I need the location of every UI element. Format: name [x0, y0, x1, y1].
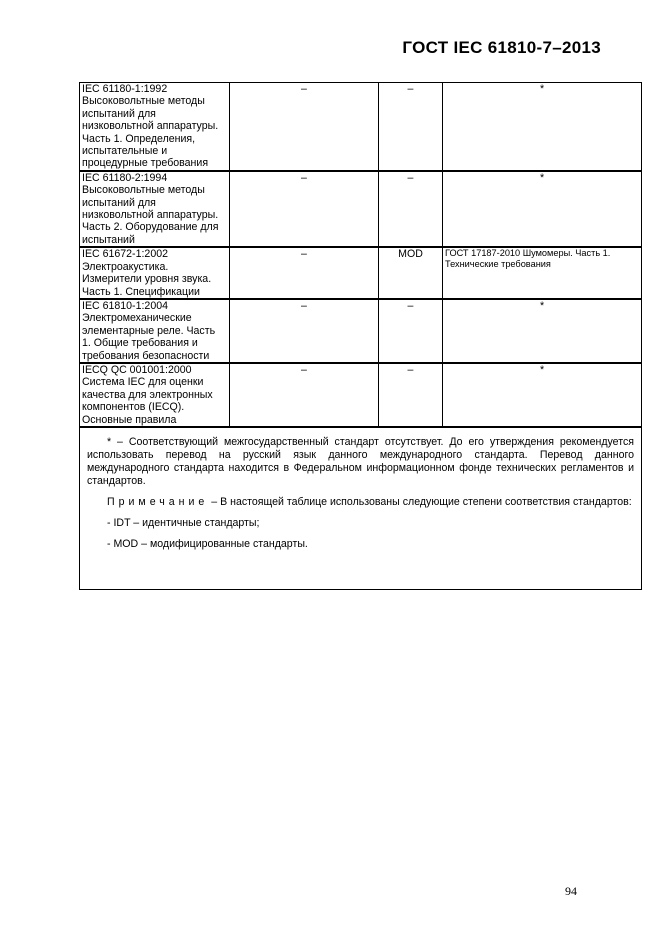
international-standard-cell — [80, 171, 230, 247]
international-standard-cell — [80, 247, 230, 299]
standard-line: Высоковольтные методы — [82, 184, 205, 197]
interstate-standard-cell: ГОСТ 17187-2010 Шумомеры. Часть 1. Технические требования — [443, 247, 642, 299]
interstate-standard-cell: * — [443, 83, 642, 171]
standard-line: Измерители уровня звука. — [82, 273, 212, 286]
standard-line: IEC 61672-1:2002 — [82, 248, 168, 261]
table-row — [80, 83, 642, 171]
standard-line: IECQ QC 001001:2000 — [82, 363, 192, 376]
note-text: – В настоящей таблице использованы следующие степени соответствия стандартов: — [208, 495, 632, 508]
standard-line: требования безопасности — [82, 349, 210, 362]
international-standard-cell — [80, 83, 230, 171]
table-row — [80, 299, 642, 363]
degree-of-conformity-cell: – — [379, 171, 443, 247]
degree-of-conformity-cell: MOD — [379, 247, 443, 299]
mod-definition: - MOD – модифицированные стандарты. — [107, 537, 308, 550]
standard-line: Часть 1. Спецификации — [82, 285, 200, 298]
table-row — [80, 363, 642, 427]
table-row — [80, 247, 642, 299]
standard-line: Основные правила — [82, 413, 177, 426]
dash-cell: – — [230, 171, 379, 247]
standard-line: низковольтной аппаратуры. — [82, 209, 219, 222]
degree-of-conformity-cell: – — [379, 299, 443, 363]
standard-line: IEC 61180-1:1992 — [82, 83, 168, 95]
standard-line: испытаний — [82, 233, 135, 246]
standard-line: Высоковольтные методы — [82, 95, 205, 108]
table-notes — [80, 427, 642, 590]
dash-cell: – — [230, 83, 379, 171]
standard-line: Система IEC для оценки — [82, 376, 204, 389]
idt-definition: - IDT – идентичные стандарты; — [107, 516, 260, 529]
table-row — [80, 171, 642, 247]
degree-of-conformity-cell: – — [379, 83, 443, 171]
international-standard-cell — [80, 299, 230, 363]
note-paragraph — [87, 496, 634, 509]
document-title: ГОСТ IEC 61810-7–2013 — [402, 38, 601, 57]
note-label: Примечание — [107, 495, 209, 508]
interstate-standard-cell: * — [443, 299, 642, 363]
dash-cell: – — [230, 299, 379, 363]
standards-table — [79, 82, 642, 590]
standard-line: испытательные и — [82, 145, 168, 158]
interstate-standard-cell: * — [443, 171, 642, 247]
interstate-standard-cell: * — [443, 363, 642, 427]
standard-line: Часть 1. Определения, — [82, 132, 196, 145]
standard-line: Электромеханические — [82, 312, 192, 325]
standard-line: процедурные требования — [82, 157, 209, 170]
dash-cell: – — [230, 247, 379, 299]
standard-line: IEC 61810-1:2004 — [82, 299, 168, 312]
standard-line: испытаний для — [82, 107, 156, 120]
page-number: 94 — [565, 884, 577, 898]
degree-of-conformity-cell: – — [379, 363, 443, 427]
standard-line: Электроакустика. — [82, 260, 169, 273]
standard-line: Часть 2. Оборудование для — [82, 221, 219, 234]
standard-line: компонентов (IECQ). — [82, 401, 185, 414]
standard-line: элементарные реле. Часть — [82, 324, 216, 337]
standard-line: низковольтной аппаратуры. — [82, 120, 219, 133]
standard-line: 1. Общие требования и — [82, 337, 198, 350]
footnote-text: * – Соответствующий межгосударственный стандарт отсутствует. До его утверждения рекомендуется использовать перевод на русский язык данного международного стандарта. Перевод данного международного стандарта находится в Федеральном информационном фонде технических регламентов и стандартов. — [87, 435, 634, 487]
dash-cell: – — [230, 363, 379, 427]
standard-line: качества для электронных — [82, 388, 213, 401]
international-standard-cell — [80, 363, 230, 427]
standard-line: IEC 61180-2:1994 — [82, 171, 168, 184]
standard-line: испытаний для — [82, 196, 156, 209]
